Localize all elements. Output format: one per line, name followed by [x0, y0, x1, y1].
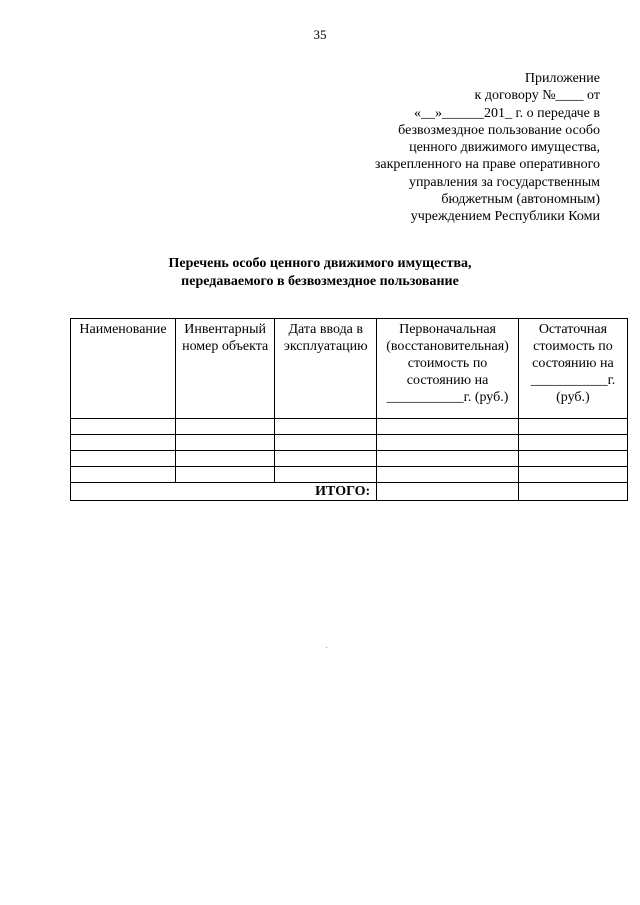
total-label: ИТОГО: — [71, 483, 377, 501]
table-cell — [377, 419, 519, 435]
assets-table — [70, 318, 628, 501]
table-row — [71, 467, 628, 483]
title-line-1: Перечень особо ценного движимого имущества, — [168, 256, 472, 271]
table-cell — [518, 467, 627, 483]
page-number: 35 — [313, 27, 327, 42]
table-cell — [176, 419, 275, 435]
total-row — [71, 483, 628, 501]
appendix-line: закрепленного на праве оперативного — [374, 157, 600, 173]
appendix-note — [340, 70, 600, 226]
table-cell — [71, 419, 176, 435]
header-inventory-number: Инвентарный номер объекта — [176, 319, 275, 419]
table-cell — [377, 467, 519, 483]
table-cell — [176, 451, 275, 467]
table-cell — [275, 419, 377, 435]
header-initial-cost: Первоначальная (восстановительная) стоимость по состоянию на ___________г. (руб.) — [377, 319, 519, 419]
table-cell — [518, 435, 627, 451]
header-commissioning-date: Дата ввода в эксплуатацию — [275, 319, 377, 419]
appendix-line: к договору №____ от — [474, 88, 600, 104]
appendix-line: ценного движимого имущества, — [409, 140, 600, 156]
table-cell — [518, 451, 627, 467]
total-residual-cost — [518, 483, 627, 501]
table-cell — [71, 451, 176, 467]
total-initial-cost — [377, 483, 519, 501]
scan-speck — [326, 647, 327, 648]
appendix-line: безвозмездное пользование особо — [398, 122, 600, 138]
table-cell — [71, 467, 176, 483]
document-title — [0, 255, 640, 291]
table-cell — [275, 451, 377, 467]
header-name: Наименование — [71, 319, 176, 419]
table-cell — [275, 467, 377, 483]
appendix-line: бюджетным (автономным) — [441, 192, 600, 208]
table-cell — [71, 435, 176, 451]
title-line-2: передаваемого в безвозмездное пользование — [181, 274, 459, 289]
appendix-line: учреждением Республики Коми — [410, 209, 600, 225]
table-cell — [377, 435, 519, 451]
table-cell — [377, 451, 519, 467]
table-cell — [176, 467, 275, 483]
table-cell — [518, 419, 627, 435]
table-cell — [275, 435, 377, 451]
appendix-line: «__»______201_ г. о передаче в — [413, 105, 600, 121]
table-row — [71, 419, 628, 435]
header-residual-cost: Остаточная стоимость по состоянию на ___________г. (руб.) — [518, 319, 627, 419]
table-cell — [176, 435, 275, 451]
appendix-line: Приложение — [524, 71, 600, 86]
appendix-line: управления за государственным — [408, 174, 600, 190]
table-header-row — [71, 319, 628, 419]
table-row — [71, 435, 628, 451]
table-row — [71, 451, 628, 467]
